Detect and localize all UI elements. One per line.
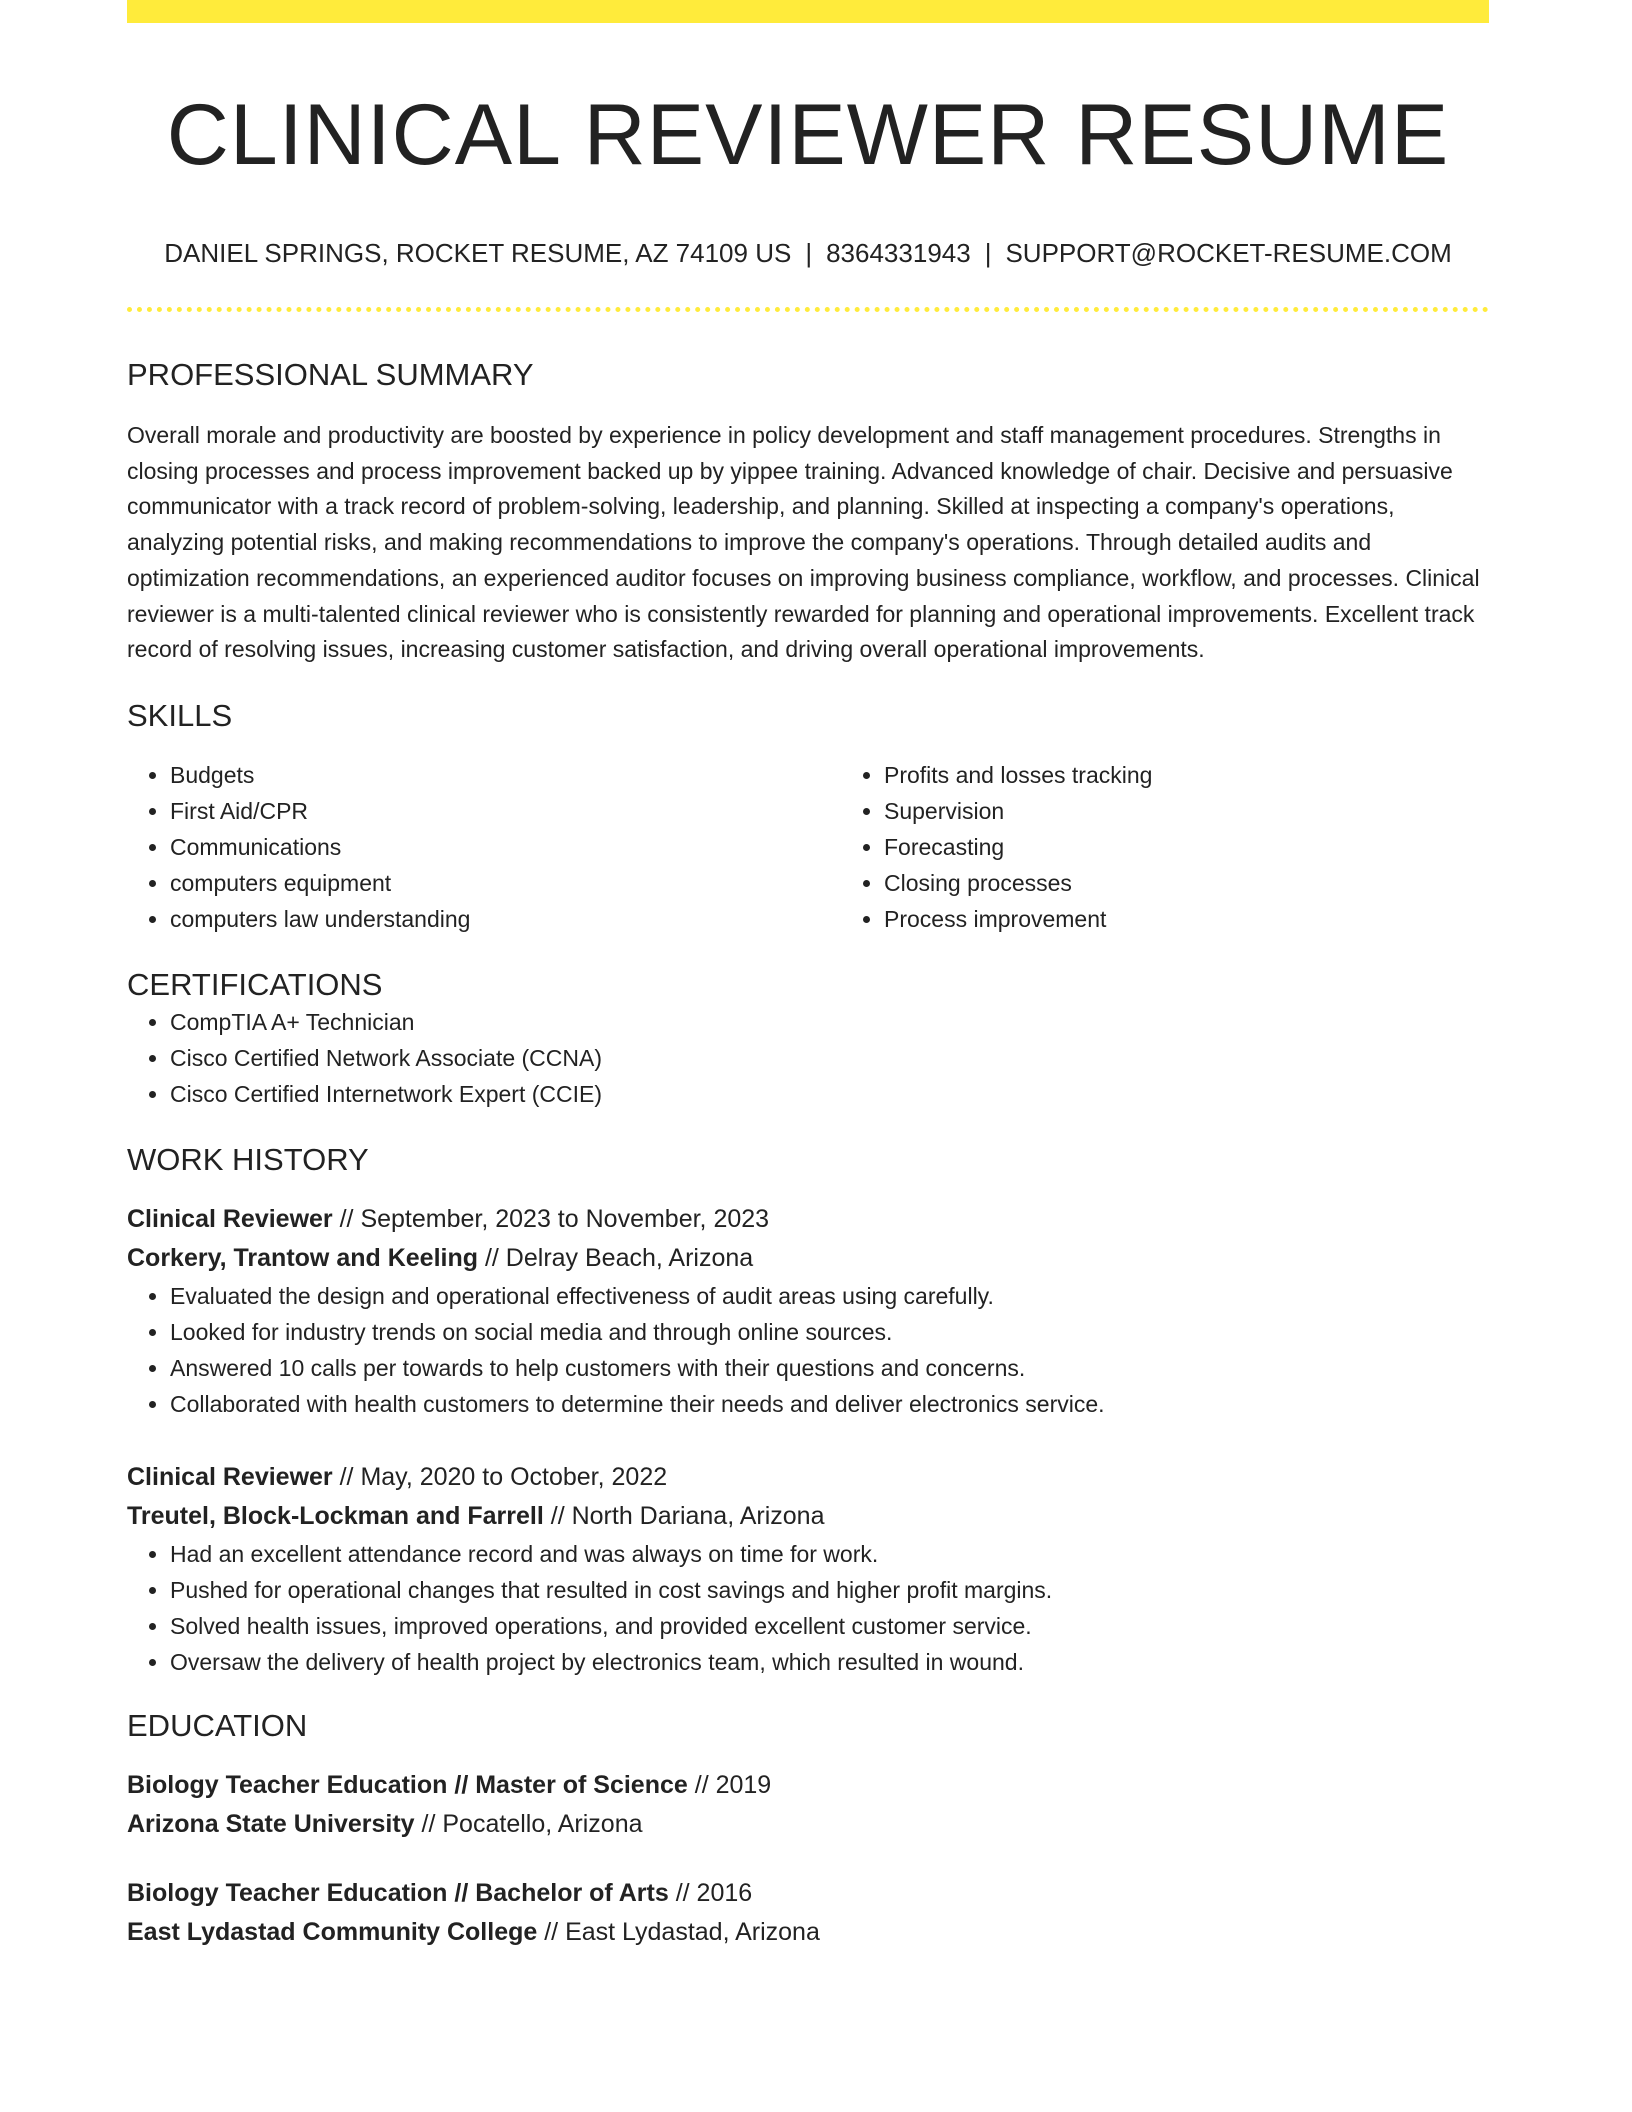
section-heading-certifications: CERTIFICATIONS	[127, 966, 383, 1002]
job-bullet: • Collaborated with health customers to determine their needs and deliver electronics service.	[170, 1386, 1489, 1422]
job-bullet: • Had an excellent attendance record and was always on time for work.	[170, 1536, 1489, 1572]
education-year: // 2016	[675, 1878, 753, 1907]
job-bullet: • Pushed for operational changes that resulted in cost savings and higher profit margins.	[170, 1572, 1489, 1608]
job-location: // Delray Beach, Arizona	[484, 1243, 754, 1272]
education-degree: Biology Teacher Education // Master of Science	[127, 1770, 688, 1799]
education-entry	[127, 1874, 1489, 1952]
job-title: Clinical Reviewer	[127, 1204, 333, 1233]
contact-email: SUPPORT@ROCKET-RESUME.COM	[1005, 238, 1452, 268]
contact-separator: |	[984, 238, 992, 268]
job-bullet: • Solved health issues, improved operations, and provided excellent customer service.	[170, 1608, 1489, 1644]
job-entry	[127, 1200, 1489, 1422]
education-location: // Pocatello, Arizona	[421, 1809, 643, 1838]
job-title: Clinical Reviewer	[127, 1462, 333, 1491]
education-degree-line	[127, 1874, 1489, 1913]
job-bullet: • Evaluated the design and operational effectiveness of audit areas using carefully.	[170, 1278, 1489, 1314]
education-degree-line	[127, 1766, 1489, 1805]
skill-item: • Budgets	[170, 757, 841, 793]
job-company-line	[127, 1239, 1489, 1278]
resume-page	[127, 0, 1489, 1952]
section-heading-skills: SKILLS	[127, 697, 233, 733]
contact-line	[127, 237, 1489, 269]
education-school: Arizona State University	[127, 1809, 415, 1838]
job-bullet: • Oversaw the delivery of health project by electronics team, which resulted in wound.	[170, 1644, 1489, 1680]
skill-item: • Process improvement	[884, 901, 1555, 937]
dotted-divider	[127, 307, 1489, 312]
education-degree: Biology Teacher Education // Bachelor of Arts	[127, 1878, 669, 1907]
education-year: // 2019	[694, 1770, 772, 1799]
education-school-line	[127, 1805, 1489, 1844]
skill-item: • Closing processes	[884, 865, 1555, 901]
job-dates: // September, 2023 to November, 2023	[339, 1204, 770, 1233]
contact-separator: |	[805, 238, 813, 268]
education-entry	[127, 1766, 1489, 1844]
certification-item: • CompTIA A+ Technician	[170, 1004, 1489, 1040]
contact-address: DANIEL SPRINGS, ROCKET RESUME, AZ 74109 US	[164, 238, 792, 268]
section-heading-work-history: WORK HISTORY	[127, 1141, 369, 1177]
job-company-line	[127, 1497, 1489, 1536]
skill-item: • Supervision	[884, 793, 1555, 829]
skill-item: • computers equipment	[170, 865, 841, 901]
job-company: Corkery, Trantow and Keeling	[127, 1243, 479, 1272]
job-title-line	[127, 1458, 1489, 1497]
skill-item: • Profits and losses tracking	[884, 757, 1555, 793]
contact-phone: 8364331943	[826, 238, 971, 268]
skill-item: • First Aid/CPR	[170, 793, 841, 829]
accent-top-bar	[127, 0, 1489, 23]
job-dates: // May, 2020 to October, 2022	[339, 1462, 668, 1491]
job-bullets	[127, 1278, 1489, 1422]
skill-item: • computers law understanding	[170, 901, 841, 937]
skills-columns	[127, 757, 1489, 937]
job-location: // North Dariana, Arizona	[550, 1501, 825, 1530]
section-heading-summary: PROFESSIONAL SUMMARY	[127, 357, 534, 392]
skills-list-right	[841, 757, 1555, 937]
job-title-line	[127, 1200, 1489, 1239]
job-bullets	[127, 1536, 1489, 1680]
skill-item: • Forecasting	[884, 829, 1555, 865]
job-bullet: • Looked for industry trends on social media and through online sources.	[170, 1314, 1489, 1350]
skill-item: • Communications	[170, 829, 841, 865]
certifications-list	[127, 1004, 1489, 1112]
section-heading-education: EDUCATION	[127, 1707, 308, 1743]
education-school: East Lydastad Community College	[127, 1917, 538, 1946]
skills-list-left	[127, 757, 841, 937]
job-company: Treutel, Block-Lockman and Farrell	[127, 1501, 544, 1530]
job-entry	[127, 1458, 1489, 1680]
certification-item: • Cisco Certified Network Associate (CCNA)	[170, 1040, 1489, 1076]
certification-item: • Cisco Certified Internetwork Expert (CCIE)	[170, 1076, 1489, 1112]
summary-text: Overall morale and productivity are boosted by experience in policy development and staff management procedures. Strengths in closing processes and process improvement backed up by yippee training. Advanced knowledge of chair. Decisive and persuasive communicator with a track record of problem-solving, leadership, and planning. Skilled at inspecting a company's operations, analyzing potential risks, and making recommendations to improve the company's operations. Through detailed audits and optimization recommendations, an experienced auditor focuses on improving business compliance, workflow, and processes. Clinical reviewer is a multi-talented clinical reviewer who is consistently rewarded for planning and operational improvements. Excellent track record of resolving issues, increasing customer satisfaction, and driving overall operational improvements.	[127, 422, 1480, 663]
education-location: // East Lydastad, Arizona	[544, 1917, 820, 1946]
education-school-line	[127, 1913, 1489, 1952]
job-bullet: • Answered 10 calls per towards to help customers with their questions and concerns.	[170, 1350, 1489, 1386]
resume-title: CLINICAL REVIEWER RESUME	[166, 87, 1450, 183]
